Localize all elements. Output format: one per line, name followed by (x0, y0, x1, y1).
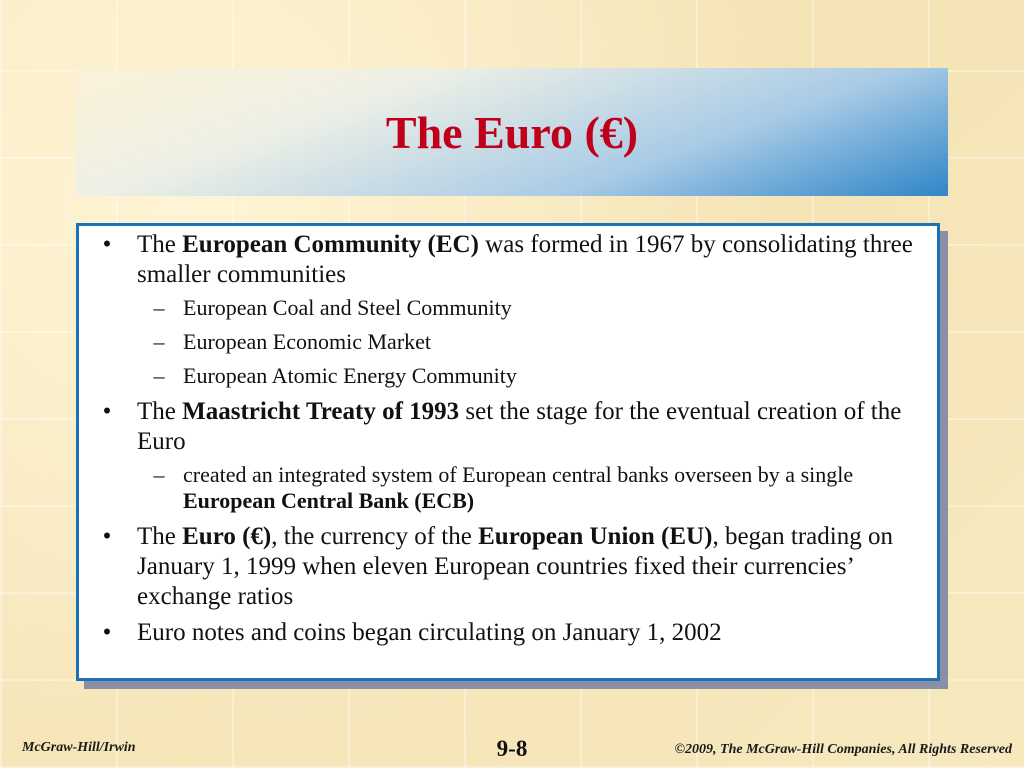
copyright-notice: ©2009, The McGraw-Hill Companies, All Rights Reserved (674, 742, 1012, 757)
content-box (76, 223, 940, 681)
bullet-bold-text: Maastricht Treaty of 1993 (182, 398, 460, 425)
bullet-marker: • (102, 231, 112, 258)
bullet-marker: • (102, 523, 112, 550)
bullet-bold-text: European Community (EC) (182, 231, 479, 258)
bullet-text: The (137, 523, 183, 550)
dash-marker: – (153, 329, 165, 354)
bullet-bold-text: European Union (EU) (478, 523, 713, 550)
dash-marker: – (153, 363, 165, 388)
sub-bullet-text: European Atomic Energy Community (183, 363, 517, 388)
sub-bullet-list (137, 462, 927, 514)
bullet-marker: • (102, 619, 112, 646)
bullet-text: , began trading on January 1, 1999 when eleven European countries fixed their currencies’ exchange ratios (137, 523, 893, 610)
sub-bullet-item (137, 329, 927, 355)
bullet-text: was formed in 1967 by consolidating three smaller communities (137, 231, 913, 288)
bullet-item (89, 230, 927, 389)
sub-bullet-text: European Economic Market (183, 329, 432, 354)
sub-bullet-item (137, 462, 927, 514)
dash-marker: – (153, 295, 165, 320)
bullet-text: set the stage for the eventual creation of the Euro (137, 398, 902, 455)
bullet-list (89, 230, 927, 648)
bullet-item (89, 618, 927, 648)
sub-bullet-text: European Coal and Steel Community (183, 295, 512, 320)
sub-bullet-bold-text: European Central Bank (ECB) (183, 488, 475, 513)
bullet-text: The (137, 398, 183, 425)
bullet-item (89, 397, 927, 514)
bullet-marker: • (102, 398, 112, 425)
sub-bullet-list (137, 295, 927, 389)
bullet-text: Euro notes and coins began circulating on January 1, 2002 (137, 619, 722, 646)
bullet-item (89, 522, 927, 612)
title-banner (76, 68, 948, 196)
sub-bullet-item (137, 295, 927, 321)
bullet-text: , the currency of the (271, 523, 479, 550)
page-number: 9-8 (496, 736, 528, 761)
dash-marker: – (153, 462, 165, 487)
footer (0, 736, 1024, 764)
sub-bullet-text: created an integrated system of European central banks overseen by a single (183, 462, 854, 487)
bullet-bold-text: Euro (€) (182, 523, 272, 550)
bullet-text: The (137, 231, 183, 258)
publisher-label: McGraw-Hill/Irwin (22, 740, 136, 755)
slide-title: The Euro (€) (385, 106, 639, 158)
sub-bullet-item (137, 363, 927, 389)
